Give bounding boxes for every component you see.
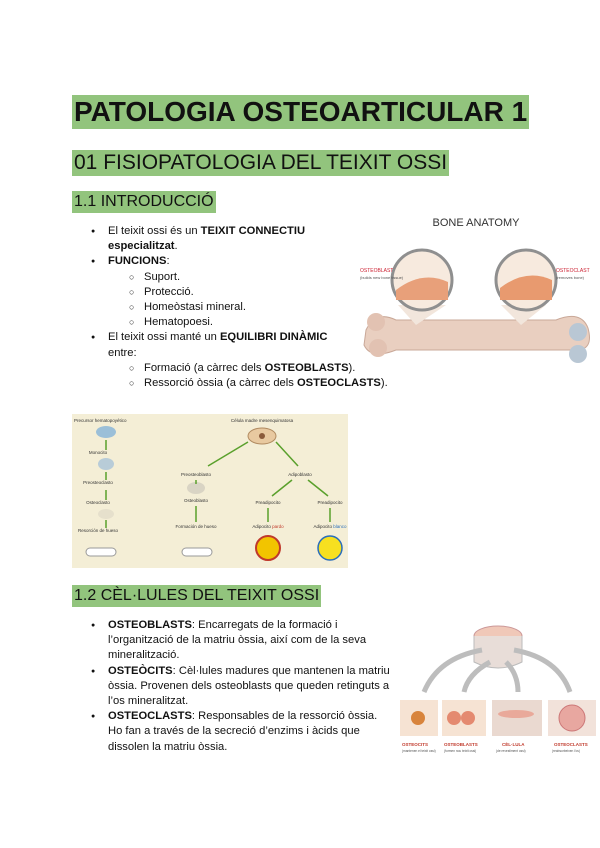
list-item: ● OSTEOCLASTS: Responsables de la ressorció òssia. Ho fan a través de la secreció d’enzims i àcids que dissolen la matriu òssia. xyxy=(108,709,390,755)
lineage-label: Preosteoclasto xyxy=(83,480,113,485)
lineage-label: Osteoclasto xyxy=(86,500,110,505)
osteoclast-cell xyxy=(98,509,114,519)
cell-label: OSTEOBLASTS xyxy=(444,742,478,747)
list-item: ○ Formació (a càrrec dels OSTEOBLASTS). xyxy=(144,361,404,376)
lining-cell xyxy=(498,710,534,718)
list-item: ● OSTEÒCITS: Cèl·lules madures que mantenen la matriu òssia. Provenen dels osteoblasts que queden retinguts a l’os mineralitzat. xyxy=(108,664,390,710)
page-title: PATOLOGIA OSTEOARTICULAR 1 xyxy=(74,96,528,127)
bone-icon xyxy=(182,548,212,556)
cell-sublabel: (de revestiment ossi) xyxy=(496,749,526,753)
arrow xyxy=(464,662,490,692)
lineage-label: Adipocito blanco xyxy=(313,524,347,529)
osteoblast-cell xyxy=(461,711,475,725)
list-item: ● OSTEOBLASTS: Encarregats de la formació i l’organització de la matriu òssia, així com de la seva mineralització. xyxy=(108,618,390,664)
bone-head-left-lower xyxy=(369,339,387,357)
list-item: ○ Suport. xyxy=(144,270,338,285)
lineage-label: Monocito xyxy=(88,450,108,455)
lineage-label: Precursor hematopoyético xyxy=(74,418,127,423)
lineage-label: Preadipocito xyxy=(255,500,281,505)
lineage-background xyxy=(72,414,348,568)
bone-cartilage-right xyxy=(569,323,587,341)
cell-lineage-figure xyxy=(72,414,348,568)
cell-sublabel: (mantenen el teixit ossi) xyxy=(402,749,436,753)
cell-sublabel: (reabsorbeixen l'os) xyxy=(552,749,580,753)
lineage-label: Preadipocito xyxy=(317,500,343,505)
osteoclast-label: OSTEOCLAST xyxy=(556,268,590,274)
lineage-label: Célula madre mesenquimatosa xyxy=(230,418,294,423)
list-item: ○ Homeòstasi mineral. xyxy=(144,300,338,315)
osteoclast-sublabel: (removes bone) xyxy=(556,275,585,280)
monocyte-cell xyxy=(98,458,114,470)
lining-cell-panel xyxy=(492,700,542,736)
cell-label: CÈL·LULA xyxy=(502,742,525,747)
list-item: ○ Ressorció òssia (a càrrec dels OSTEOCLASTS). xyxy=(144,376,404,391)
bone-figure-title: BONE ANATOMY xyxy=(432,217,520,229)
lineage-label: Adipoblasto xyxy=(288,472,312,477)
chapter-heading: 01 FISIOPATOLOGIA DEL TEIXIT OSSI xyxy=(74,151,448,174)
brown-adipocyte xyxy=(256,536,280,560)
bone-head-left xyxy=(367,313,385,331)
lineage-label: Adipocito pardo xyxy=(252,524,284,529)
list-item: ● El teixit ossi és un TEIXIT CONNECTIU especialitzat. xyxy=(108,224,338,254)
nucleus xyxy=(259,433,265,439)
osteoblast-cell xyxy=(447,711,461,725)
lineage-label: Resorción de hueso xyxy=(77,528,119,533)
lineage-label: Preosteoblasto xyxy=(180,472,212,477)
arrow xyxy=(506,662,518,692)
bone-icon xyxy=(86,548,116,556)
white-adipocyte xyxy=(318,536,342,560)
lineage-label: Osteoblasto xyxy=(183,498,209,503)
list-item: ● El teixit ossi manté un EQUILIBRI DINÀMIC entre: ○ Formació (a càrrec dels OSTEOBLASTS). ○ Ressorció òssia (a càrrec dels OSTEOCLASTS). xyxy=(108,330,338,391)
osteoblast-sublabel: (builds new bone tissue) xyxy=(360,275,404,280)
cell-sublabel: (formen nou teixit ossi) xyxy=(444,749,477,753)
list-item: ● FUNCIONS: ○ Suport. ○ Protecció. ○ Homeòstasi mineral. ○ Hematopoesi. xyxy=(108,254,338,330)
cell-label: OSTEOCITS xyxy=(402,742,429,747)
lineage-label: Formación de hueso xyxy=(175,524,217,529)
bone-cartilage-right-lower xyxy=(569,345,587,363)
cell-label: OSTEOCLASTS xyxy=(554,742,588,747)
bone-shaft xyxy=(364,316,590,354)
list-item: ○ Protecció. xyxy=(144,285,338,300)
section-heading-cells: 1.2 CÈL·LULES DEL TEIXIT OSSI xyxy=(72,585,321,607)
hematopoietic-cell xyxy=(96,426,116,438)
bone-anatomy-figure xyxy=(356,210,596,370)
osteoblast-label: OSTEOBLAST xyxy=(360,268,394,274)
list-item: ○ Hematopoesi. xyxy=(144,315,338,330)
section-heading-intro: 1.1 INTRODUCCIÓ xyxy=(72,191,216,213)
osteoclast-cell xyxy=(559,705,585,731)
osteocyte-cell xyxy=(411,711,425,725)
cells-list xyxy=(108,618,390,755)
bone-cells-figure xyxy=(398,618,598,766)
